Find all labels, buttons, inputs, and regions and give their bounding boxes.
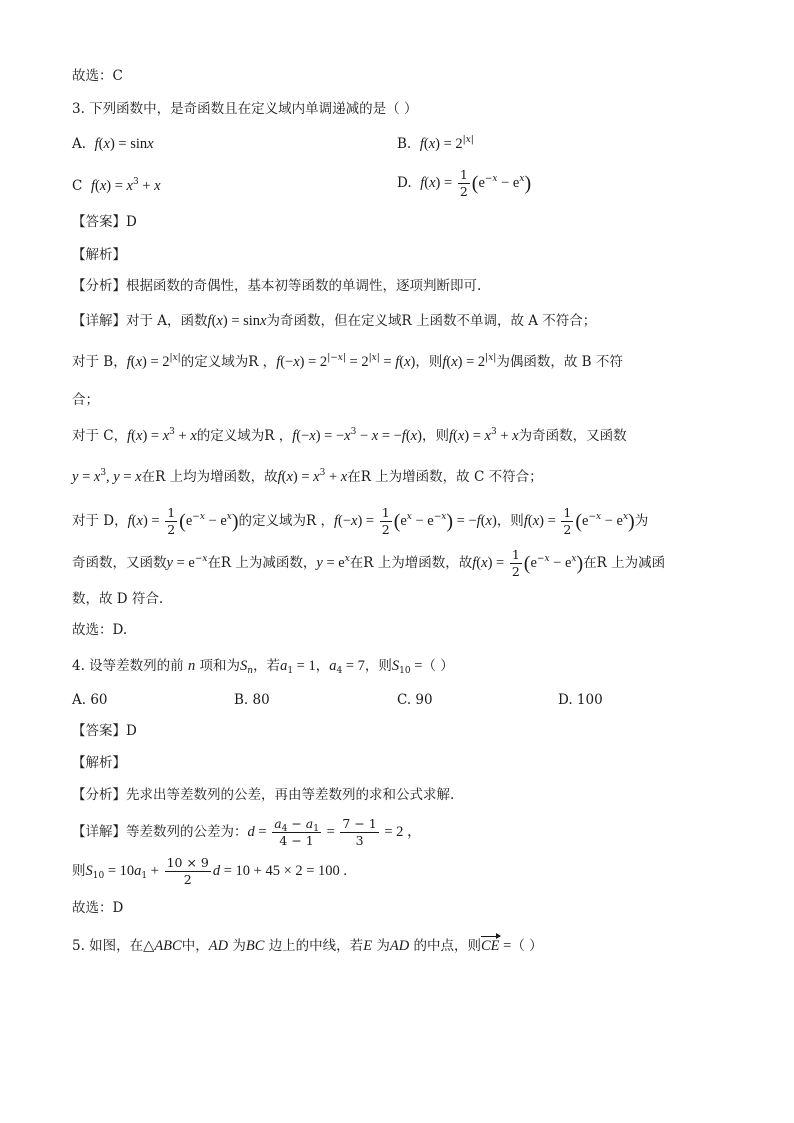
analysis-4-head: 【解析】 (72, 755, 126, 771)
detail-4-line2: 则$S_{10} = 10a_1$ + $\frac{10 \times 9}{2}$ d = 10 + 45 × 2 = 100 . (72, 855, 348, 887)
option-3c: C $f(x) = x^3 + x$ (72, 177, 161, 194)
analysis-3-fenxi: 【分析】根据函数的奇偶性，基本初等函数的单调性，逐项判断即可. (72, 278, 482, 294)
question-3-stem: 3. 下列函数中，是奇函数且在定义域内单调递减的是（ ） (72, 101, 418, 117)
detail-3-d-line2: 奇函数，又函数$y = e^{-x}$在R 上为减函数，$y = e^x$在R 上为增函数，故f(x) = $\frac{1}{2}$ $(e^{-x} - e^x)$在R 上为减函 (72, 547, 666, 579)
analysis-4-fenxi: 【分析】先求出等差数列的公差，再由等差数列的求和公式求解. (72, 787, 455, 803)
previous-answer-select: 故选：C (72, 68, 123, 84)
option-4b: B. 80 (234, 692, 270, 708)
question-4-stem: 4. 设等差数列的前 n 项和为$S_n$，若$a_1 = 1$，$a_4 = 7$，则$S_{10}$ =（ ） (72, 658, 454, 676)
detail-4-line1: 【详解】等差数列的公差为：d = $\frac{a_4 - a_1}{4 - 1}$ = $\frac{7 - 1}{3}$ = 2 ， (72, 816, 422, 848)
answer-3: 【答案】D (72, 214, 137, 230)
question-5-stem: 5. 如图，在△ABC中，AD 为BC 边上的中线，若E 为AD 的中点，则CE =（ ） (72, 938, 543, 954)
detail-3-d-line3: 数，故 D 符合. (72, 591, 164, 607)
option-4d: D. 100 (558, 692, 603, 708)
option-3d: D. f(x) = $\frac{1}{2}$ $(e^{-x} - e^x)$ (397, 167, 532, 199)
option-3b: B. $f(x) = 2^{|x|}$ (397, 135, 474, 152)
detail-3-c-line1: 对于 C，$f(x) = x^3 + x$的定义域为R ，$f(-x) = -x^3 - x = -f(x)$，则$f(x) = x^3 + x$为奇函数，又函数 (72, 427, 627, 444)
option-3a: A. f(x) = sinx (72, 136, 154, 152)
select-3: 故选：D. (72, 622, 128, 638)
option-4a: A. 60 (72, 692, 108, 708)
detail-3-b-line2: 合； (72, 392, 99, 408)
answer-4: 【答案】D (72, 723, 137, 739)
option-4c: C. 90 (397, 692, 433, 708)
detail-3-a: 【详解】对于 A，函数f(x) = sinx为奇函数，但在定义域R 上函数不单调，故 A 不符合； (72, 313, 597, 329)
select-4: 故选：D (72, 900, 124, 916)
detail-3-b-line1: 对于 B，$f(x) = 2^{|x|}$的定义域为R ，$f(-x) = 2^{|-x|} = 2^{|x|} = f(x)$，则$f(x) = 2^{|x|}$为偶函数，故 B 不符 (72, 353, 623, 370)
analysis-3-head: 【解析】 (72, 247, 126, 263)
detail-3-c-line2: $y = x^3$, y = x在R 上均为增函数，故$f(x) = x^3 + x$在R 上为增函数，故 C 不符合； (72, 468, 543, 485)
detail-3-d-line1: 对于 D，f(x) = $\frac{1}{2}$ $(e^{-x} - e^x)$的定义域为R ，f(−x) = $\frac{1}{2}$ $(e^x - e^{-x}) = -f(x)$，则f(x) = $\frac{1}{2}$ $(e^{-x} - e^x)$为 (72, 505, 649, 537)
